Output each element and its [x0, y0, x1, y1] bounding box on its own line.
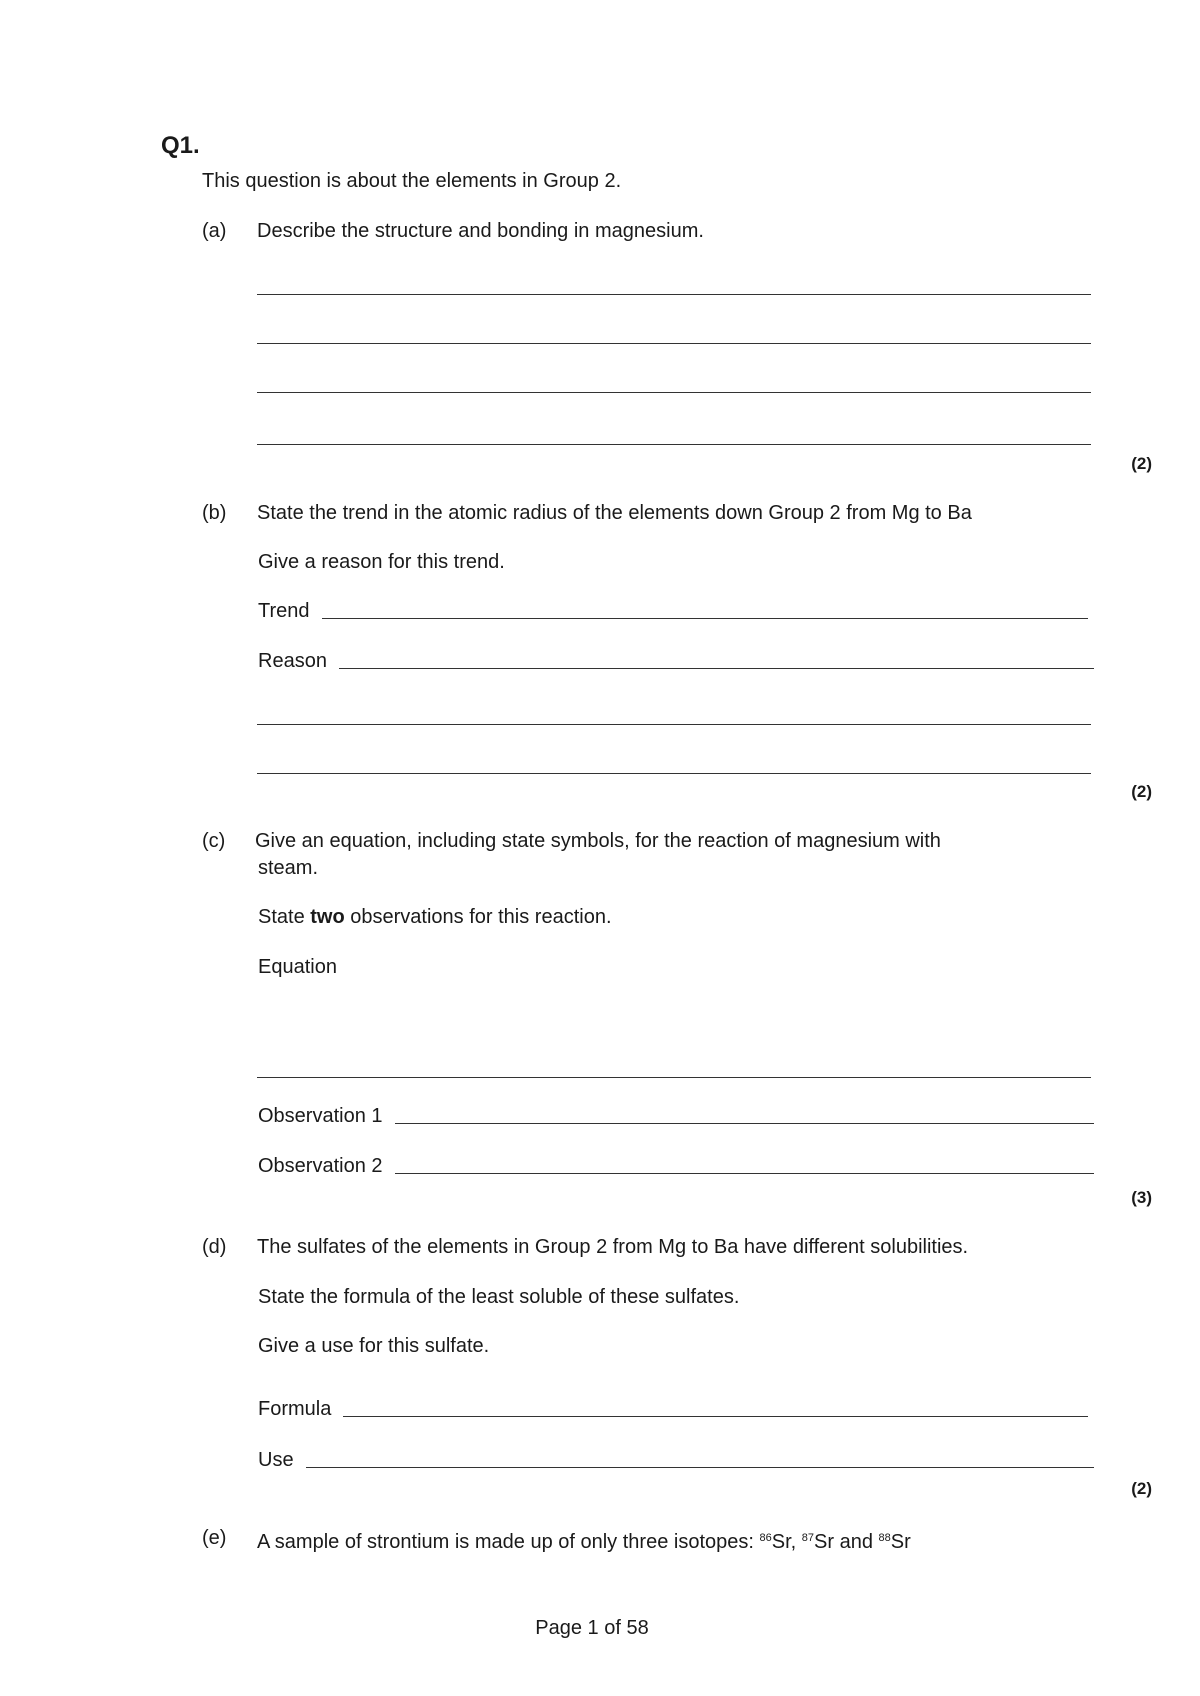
trend-answer-line[interactable] [322, 618, 1088, 619]
part-d-text: The sulfates of the elements in Group 2 from Mg to Ba have different solubilities. [257, 1236, 969, 1258]
page-footer: Page 1 of 58 [535, 1617, 649, 1639]
use-answer-row[interactable] [258, 1448, 1094, 1472]
isotope-mass: 88 [878, 1532, 891, 1544]
part-c-label: (c) [202, 830, 226, 852]
answer-line[interactable] [257, 444, 1091, 445]
part-b-marks: (2) [1131, 782, 1152, 801]
part-c-text-line2: steam. [258, 857, 319, 879]
answer-line[interactable] [257, 294, 1091, 295]
part-e-sentence: A sample of strontium is made up of only three isotopes: [257, 1531, 760, 1553]
separator: and [834, 1531, 879, 1553]
formula-answer-row[interactable] [258, 1397, 1088, 1421]
question-intro: This question is about the elements in Group 2. [202, 170, 622, 192]
instruction-text: State [258, 906, 311, 928]
answer-line[interactable] [257, 392, 1091, 393]
isotope-mass: 87 [801, 1532, 815, 1544]
trend-label: Trend [258, 600, 310, 622]
part-d-instruction1: State the formula of the least soluble of these sulfates. [258, 1286, 740, 1308]
use-answer-line[interactable] [306, 1467, 1094, 1468]
part-c-text-line1: Give an equation, including state symbols, for the reaction of magnesium with [255, 830, 941, 852]
trend-answer-row[interactable] [258, 599, 1088, 623]
use-label: Use [258, 1449, 294, 1471]
observation1-answer-line[interactable] [395, 1123, 1094, 1124]
observation2-label: Observation 2 [258, 1155, 383, 1177]
observation2-answer-line[interactable] [395, 1173, 1094, 1174]
equation-label: Equation [258, 956, 337, 978]
part-e-text [257, 1526, 911, 1554]
formula-answer-line[interactable] [343, 1416, 1088, 1417]
part-c-instruction [258, 905, 612, 929]
observation1-row[interactable] [258, 1104, 1094, 1128]
part-d-instruction2: Give a use for this sulfate. [258, 1335, 490, 1357]
separator: , [790, 1531, 802, 1553]
answer-line[interactable] [257, 724, 1091, 725]
isotope-symbol: Sr [890, 1531, 911, 1553]
part-c-marks: (3) [1131, 1188, 1152, 1207]
question-number: Q1. [161, 132, 200, 159]
part-d-label: (d) [202, 1236, 227, 1258]
isotope-mass: 86 [759, 1532, 772, 1544]
formula-label: Formula [258, 1398, 332, 1420]
answer-line[interactable] [257, 773, 1091, 774]
answer-line[interactable] [257, 343, 1091, 344]
observation1-label: Observation 1 [258, 1105, 383, 1127]
part-a-text: Describe the structure and bonding in magnesium. [257, 220, 704, 242]
part-b-instruction: Give a reason for this trend. [258, 551, 505, 573]
isotope-symbol: Sr [814, 1531, 835, 1553]
isotope-symbol: Sr [771, 1531, 791, 1553]
reason-answer-row[interactable] [258, 649, 1094, 673]
reason-label: Reason [258, 650, 327, 672]
instruction-text: observations for this reaction. [344, 906, 612, 928]
part-a-marks: (2) [1131, 454, 1152, 473]
observation2-row[interactable] [258, 1154, 1094, 1178]
part-a-label: (a) [202, 220, 227, 242]
part-b-label: (b) [202, 502, 227, 524]
part-d-marks: (2) [1131, 1479, 1152, 1498]
part-b-text: State the trend in the atomic radius of the elements down Group 2 from Mg to Ba [257, 502, 972, 524]
part-e-label: (e) [202, 1527, 227, 1549]
equation-answer-line[interactable] [257, 1077, 1091, 1078]
reason-answer-line[interactable] [339, 668, 1094, 669]
instruction-emphasis: two [310, 906, 345, 928]
